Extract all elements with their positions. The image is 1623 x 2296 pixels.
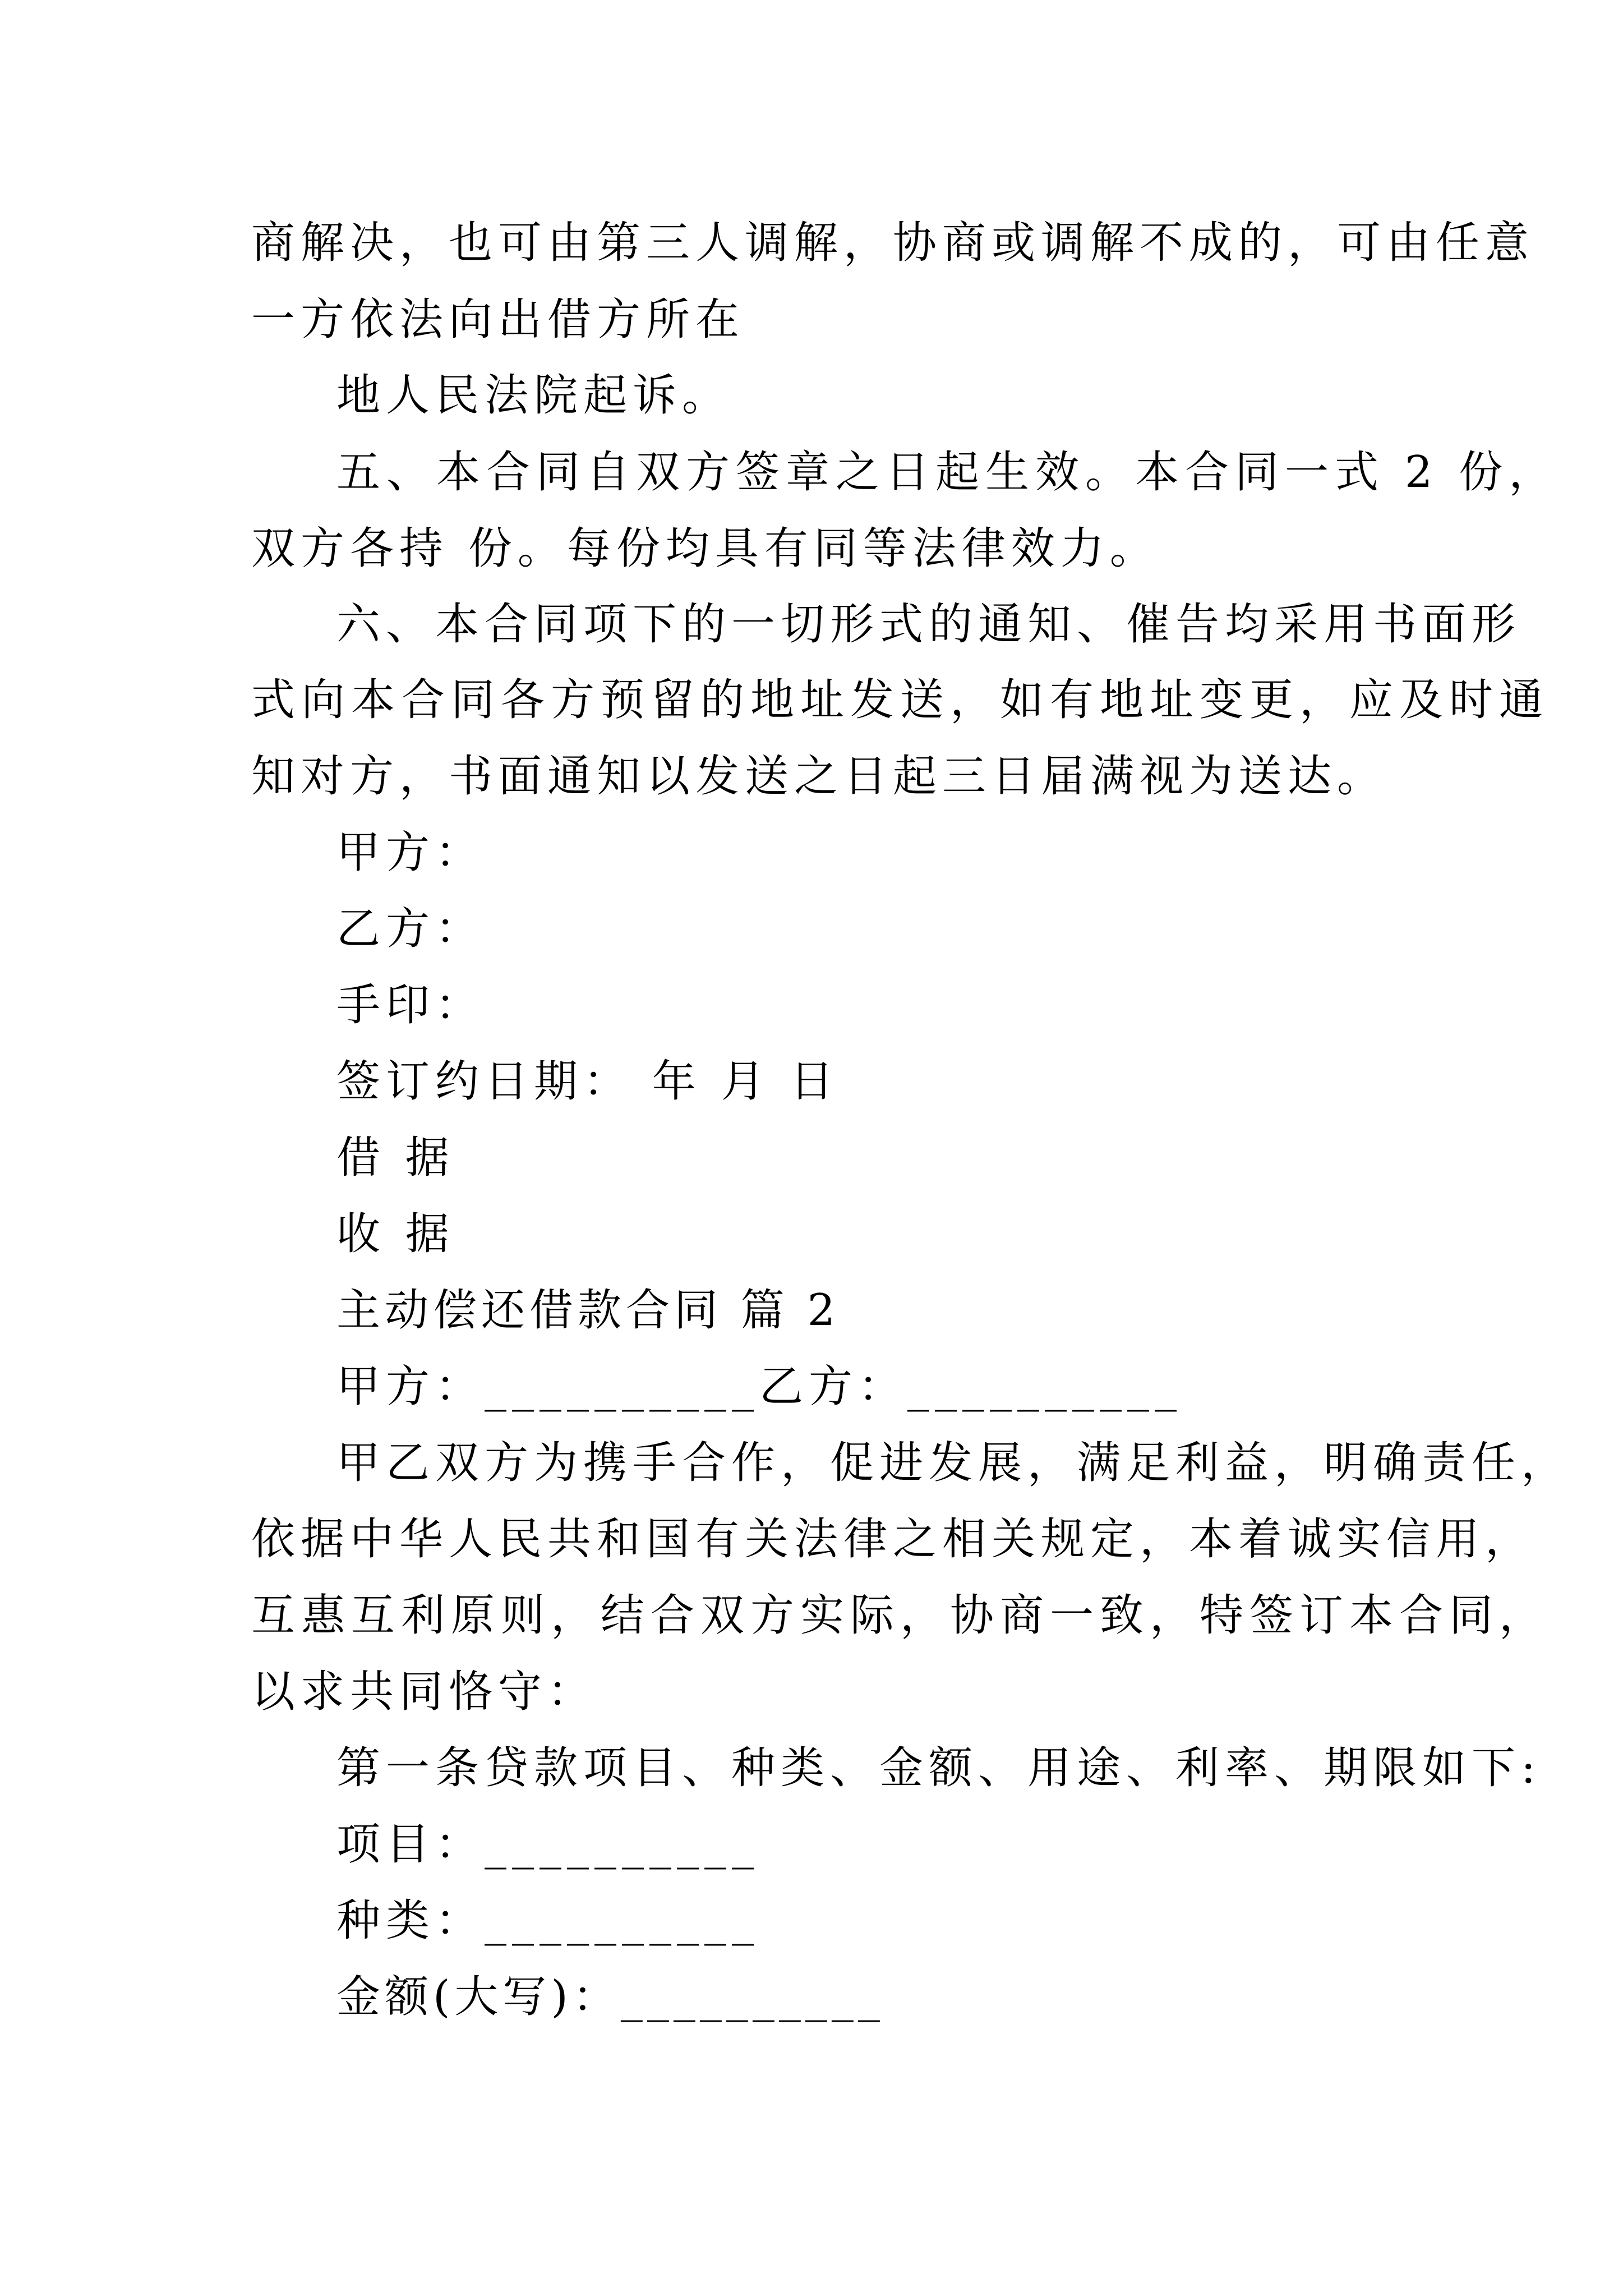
amount-field: 金额(大写)：__________ xyxy=(336,1972,884,2022)
clause-six: 六、本合同项下的一切形式的通知、催告均采用书面形 xyxy=(336,599,1521,650)
clause-five: 五、本合同自双方签章之日起生效。本合同一式 2 份， xyxy=(336,447,1559,498)
article-one: 第一条贷款项目、种类、金额、用途、利率、期限如下: xyxy=(336,1743,1542,1793)
signing-date-line: 签订约日期： 年 月 日 xyxy=(336,1056,840,1107)
text-line: 双方各持 份。每份均具有同等法律效力。 xyxy=(251,523,1159,574)
party-b-signature-line: 乙方： xyxy=(336,904,485,954)
project-field: 项目：__________ xyxy=(336,1819,760,1870)
receipt-heading: 收 据 xyxy=(336,1209,455,1259)
text-line: 依据中华人民共和国有关法律之相关规定，本着诚实信用， xyxy=(251,1514,1535,1565)
preamble-line: 甲乙双方为携手合作，促进发展，满足利益，明确责任， xyxy=(336,1438,1571,1488)
text-line: 以求共同恪守： xyxy=(251,1667,597,1717)
text-line: 商解决，也可由第三人调解，协商或调解不成的，可由任意 xyxy=(251,218,1535,268)
iou-heading: 借 据 xyxy=(336,1133,455,1183)
fingerprint-line: 手印： xyxy=(336,980,485,1030)
text-line: 一方依法向出借方所在 xyxy=(251,295,745,345)
party-a-signature-line: 甲方： xyxy=(336,827,485,878)
text-line: 地人民法院起诉。 xyxy=(336,370,732,421)
text-line: 知对方，书面通知以发送之日起三日届满视为送达。 xyxy=(251,751,1387,802)
section-title: 主动偿还借款合同 篇 2 xyxy=(336,1285,840,1336)
text-line: 互惠互利原则，结合双方实际，协商一致，特签订本合同， xyxy=(251,1590,1550,1641)
text-line: 式向本合同各方预留的地址发送，如有地址变更，应及时通 xyxy=(251,675,1550,725)
parties-line: 甲方：__________乙方：__________ xyxy=(336,1361,1183,1412)
type-field: 种类：__________ xyxy=(336,1895,760,1946)
